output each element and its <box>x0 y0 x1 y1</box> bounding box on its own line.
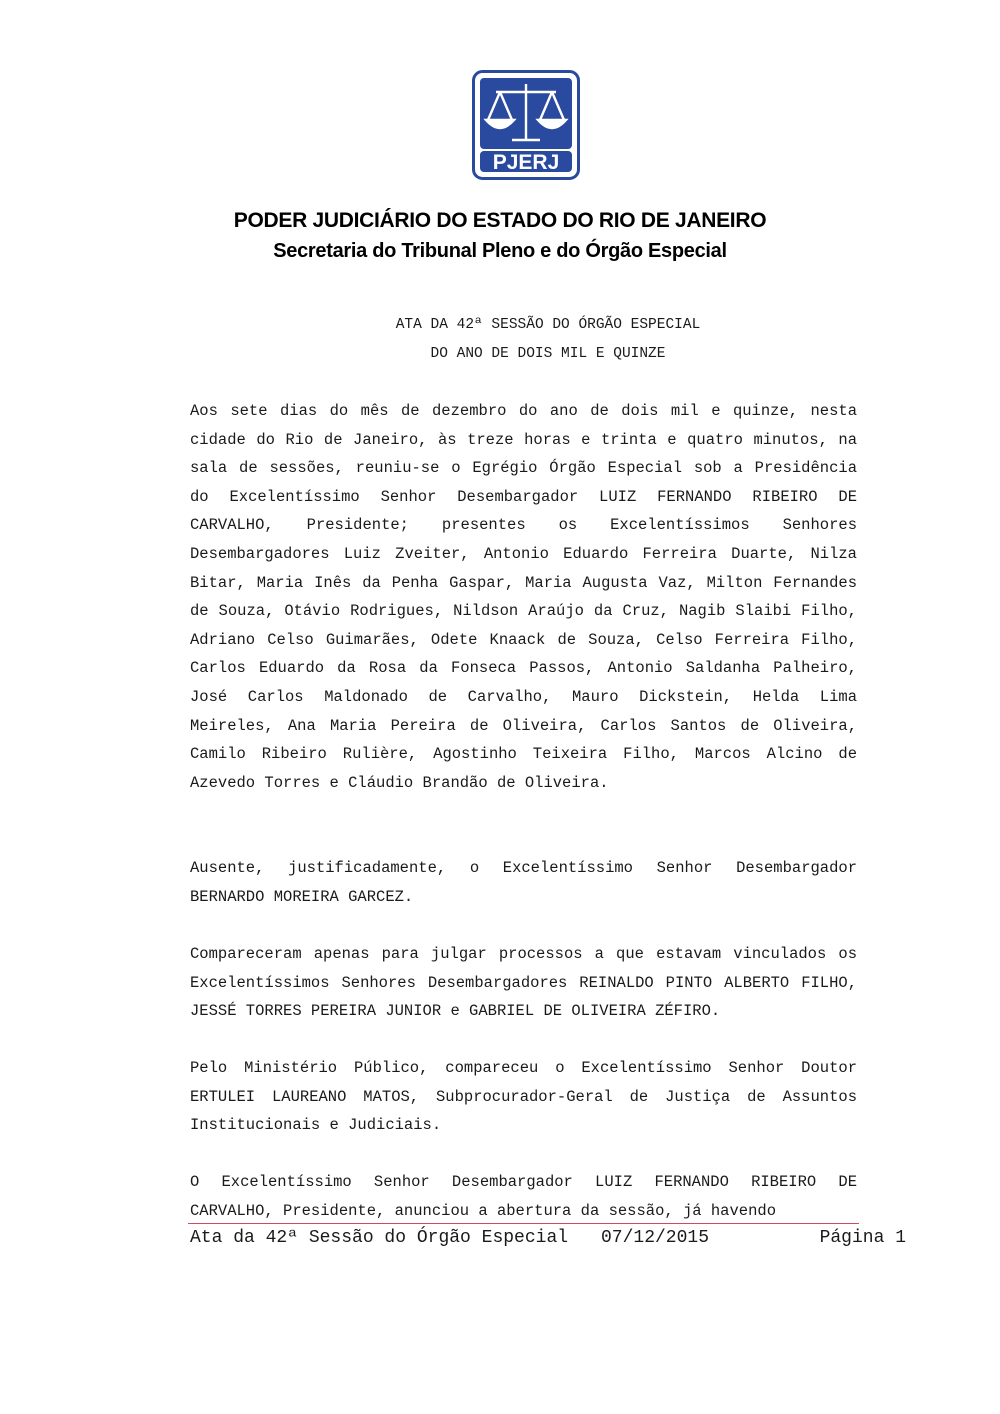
paragraph-opening: O Excelentíssimo Senhor Desembargador LUIZ FERNANDO RIBEIRO DE CARVALHO, Presidente, anunciou a abertura da sessão, já havendo <box>190 1173 857 1220</box>
paragraph-public-ministry: Pelo Ministério Público, compareceu o Excelentíssimo Senhor Doutor ERTULEI LAUREANO MATOS, Subprocurador-Geral de Justiça de Assuntos Institucionais e Judiciais. <box>190 1059 857 1135</box>
footer-date: 07/12/2015 <box>601 1228 710 1248</box>
footer-label: Ata da 42ª Sessão do Órgão Especial <box>190 1228 569 1248</box>
footer-divider <box>188 1223 859 1224</box>
paragraph-absent: Ausente, justificadamente, o Excelentíssimo Senhor Desembargador BERNARDO MOREIRA GARCEZ. <box>190 859 857 906</box>
page-footer <box>190 1227 906 1249</box>
paragraph-attendance: Aos sete dias do mês de dezembro do ano de dois mil e quinze, nesta cidade do Rio de Janeiro, às treze horas e trinta e quatro minutos, na sala de sessões, reuniu-se o Egrégio Órgão Especial sob a Presidência do Excelentíssimo Senhor Desembargador LUIZ FERNANDO RIBEIRO DE CARVALHO, Presidente; presentes os Excelentíssimos Senhores Desembargadores Luiz Zveiter, Antonio Eduardo Ferreira Duarte, Nilza Bitar, Maria Inês da Penha Gaspar, Maria Augusta Vaz, Milton Fernandes de Souza, Otávio Rodrigues, Nildson Araújo da Cruz, Nagib Slaibi Filho, Adriano Celso Guimarães, Odete Knaack de Souza, Celso Ferreira Filho, Carlos Eduardo da Rosa da Fonseca Passos, Antonio Saldanha Palheiro, José Carlos Maldonado de Carvalho, Mauro Dickstein, Helda Lima Meireles, Ana Maria Pereira de Oliveira, Carlos Santos de Oliveira, Camilo Ribeiro Rulière, Agostinho Teixeira Filho, Marcos Alcino de Azevedo Torres e Cláudio Brandão de Oliveira. <box>190 402 857 792</box>
paragraph-linked-judges: Compareceram apenas para julgar processos a que estavam vinculados os Excelentíssimos Senhores Desembargadores REINALDO PINTO ALBERTO FILHO, JESSÉ TORRES PEREIRA JUNIOR e GABRIEL DE OLIVEIRA ZÉFIRO. <box>190 945 857 1021</box>
svg-text:PJERJ: PJERJ <box>492 151 560 174</box>
document-header <box>0 206 1000 266</box>
pjerj-logo <box>472 70 580 180</box>
department-name: Secretaria do Tribunal Pleno e do Órgão Especial <box>273 240 727 262</box>
court-name: PODER JUDICIÁRIO DO ESTADO DO RIO DE JANEIRO <box>233 209 767 232</box>
page-number: Página 1 <box>819 1228 906 1248</box>
minutes-title-line1: ATA DA 42ª SESSÃO DO ÓRGÃO ESPECIAL <box>395 317 701 333</box>
minutes-title-line2: DO ANO DE DOIS MIL E QUINZE <box>430 346 666 362</box>
